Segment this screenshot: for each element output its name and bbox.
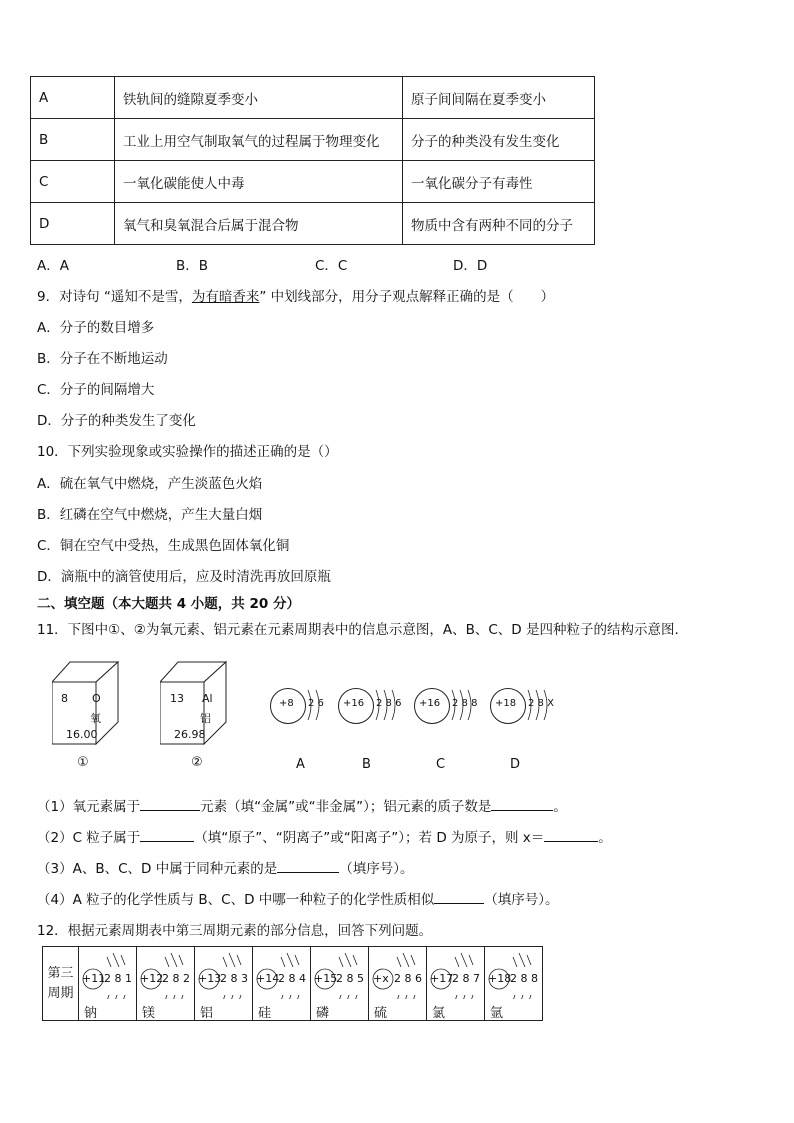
element-nucleus: +x — [373, 972, 389, 985]
answer-blank[interactable] — [544, 829, 598, 842]
element-cell-sodium — [79, 947, 137, 1021]
q8-row-fact: 工业上用空气制取氧气的过程属于物理变化 — [115, 119, 403, 161]
section-title: 二、填空题（本大题共 4 小题，共 20 分） — [37, 596, 300, 612]
q8-row-fact: 一氧化碳能使人中毒 — [115, 161, 403, 203]
q9-option-b[interactable]: B．分子在不断地运动 — [37, 351, 168, 367]
element-cell-chlorine — [427, 947, 485, 1021]
q8-row-explain: 一氧化碳分子有毒性 — [403, 161, 595, 203]
q11-sub2 — [37, 826, 612, 846]
particle-d-nucleus: +18 — [495, 698, 517, 709]
element-shells: 2 8 4 — [278, 972, 306, 985]
particle-d-label: D — [510, 757, 521, 772]
element-nucleus: +14 — [256, 972, 280, 985]
element-nucleus: +13 — [198, 972, 222, 985]
element-name: 镁 — [142, 1006, 156, 1021]
element-nucleus: +15 — [314, 972, 338, 985]
period3-table — [42, 946, 543, 1021]
q9-option-c[interactable]: C．分子的间隔增大 — [37, 382, 155, 398]
element-name: 铝 — [200, 1006, 214, 1021]
particle-c — [414, 686, 494, 726]
oxygen-mass: 16.00 — [66, 728, 98, 741]
q11-sub1 — [37, 795, 567, 815]
q11-sub1-text-c: 。 — [553, 799, 567, 815]
element-shells: 2 8 6 — [394, 972, 422, 985]
oxygen-name: 氧 — [90, 712, 101, 725]
q8-row-explain: 原子间间隔在夏季变小 — [403, 77, 595, 119]
q9-stem-prefix: 9．对诗句 “遥知不是雪， — [37, 289, 192, 305]
particle-a-label: A — [296, 757, 305, 772]
element-nucleus: +18 — [488, 972, 512, 985]
element-cell-argon — [485, 947, 543, 1021]
q8-row-letter: D — [31, 203, 115, 245]
cube1-label: ① — [77, 755, 89, 770]
q10-option-d[interactable]: D．滴瓶中的滴管使用后，应及时清洗再放回原瓶 — [37, 569, 331, 585]
q12-stem: 12．根据元素周期表中第三周期元素的部分信息，回答下列问题。 — [37, 923, 433, 939]
q8-row-explain: 分子的种类没有发生变化 — [403, 119, 595, 161]
q8-row-fact: 铁轨间的缝隙夏季变小 — [115, 77, 403, 119]
q11-sub3-text-b: （填序号）。 — [339, 861, 414, 877]
particle-c-electrons: 2 8 8 — [452, 698, 478, 709]
q11-stem: 11．下图中①、②为氧元素、铝元素在元素周期表中的信息示意图，A、B、C、D 是四种粒子的结构示意图. — [37, 622, 679, 638]
particle-b — [338, 686, 418, 726]
element-nucleus: +11 — [82, 972, 106, 985]
aluminum-mass: 26.98 — [174, 728, 206, 741]
element-shells: 2 8 5 — [336, 972, 364, 985]
element-name: 磷 — [316, 1006, 330, 1021]
q8-row-explain: 物质中含有两种不同的分子 — [403, 203, 595, 245]
q10-option-b[interactable]: B．红磷在空气中燃烧，产生大量白烟 — [37, 507, 263, 523]
particle-c-nucleus: +16 — [419, 698, 441, 709]
q8-options — [37, 254, 637, 272]
q11-sub2-text-b: （填“原子”、“阴离子”或“阳离子”）；若 D 为原子，则 x＝ — [194, 830, 545, 846]
particle-b-label: B — [362, 757, 371, 772]
particle-a-nucleus: +8 — [279, 698, 294, 709]
q10-stem: 10．下列实验现象或实验操作的描述正确的是（） — [37, 444, 338, 460]
particle-a — [270, 686, 340, 726]
element-name: 氩 — [490, 1006, 504, 1021]
period-header-line1: 第三 — [47, 965, 74, 981]
q11-sub4-text-a: （4）A 粒子的化学性质与 B、C、D 中哪一种粒子的化学性质相似 — [37, 892, 435, 908]
table-row — [43, 947, 543, 1021]
answer-blank[interactable] — [277, 860, 339, 873]
q9-option-a[interactable]: A．分子的数目增多 — [37, 320, 155, 336]
aluminum-atomic-number: 13 — [170, 692, 184, 705]
particle-a-electrons: 2 6 — [308, 698, 324, 709]
element-shells: 2 8 8 — [510, 972, 538, 985]
particle-b-electrons: 2 8 6 — [376, 698, 402, 709]
element-name: 硫 — [374, 1006, 388, 1021]
particle-d-electrons: 2 8 X — [528, 698, 554, 709]
q8-row-letter: A — [31, 77, 115, 119]
element-nucleus: +17 — [430, 972, 454, 985]
q9-option-d[interactable]: D．分子的种类发生了变化 — [37, 413, 196, 429]
oxygen-atomic-number: 8 — [61, 692, 68, 705]
aluminum-name: 铝 — [200, 712, 211, 725]
oxygen-symbol: O — [92, 692, 101, 705]
table-row — [31, 119, 595, 161]
q11-sub1-text-b: 元素（填“金属”或“非金属”）；铝元素的质子数是 — [200, 799, 492, 815]
q8-row-fact: 氧气和臭氧混合后属于混合物 — [115, 203, 403, 245]
q11-sub2-text-c: 。 — [598, 830, 612, 846]
q10-option-c[interactable]: C．铜在空气中受热，生成黑色固体氧化铜 — [37, 538, 290, 554]
particle-d — [490, 686, 570, 726]
element-shells: 2 8 3 — [220, 972, 248, 985]
element-nucleus: +12 — [140, 972, 164, 985]
answer-blank[interactable] — [491, 798, 553, 811]
element-cell-silicon — [253, 947, 311, 1021]
element-cell-phosphorus — [311, 947, 369, 1021]
q8-row-letter: C — [31, 161, 115, 203]
answer-blank[interactable] — [434, 891, 484, 904]
answer-blank[interactable] — [140, 829, 194, 842]
table-row — [31, 161, 595, 203]
element-cell-aluminum — [195, 947, 253, 1021]
q11-sub2-text-a: （2）C 粒子属于 — [37, 830, 141, 846]
q9-underlined-text: 为有暗香来 — [191, 289, 260, 305]
q11-sub4 — [37, 888, 559, 908]
element-shells: 2 8 1 — [104, 972, 132, 985]
q8-table — [30, 76, 595, 245]
element-cell-magnesium — [137, 947, 195, 1021]
q8-option-a[interactable]: A．A — [37, 258, 69, 274]
particle-c-label: C — [436, 757, 446, 772]
element-name: 钠 — [84, 1006, 98, 1021]
q11-sub4-text-b: （填序号）。 — [484, 892, 559, 908]
element-name: 硅 — [258, 1006, 272, 1021]
particle-b-nucleus: +16 — [343, 698, 365, 709]
q10-option-a[interactable]: A．硫在氧气中燃烧，产生淡蓝色火焰 — [37, 476, 263, 492]
element-name: 氯 — [432, 1006, 446, 1021]
q9-stem-suffix: ” 中划线部分，用分子观点解释正确的是（ ） — [259, 289, 555, 305]
element-shells: 2 8 2 — [162, 972, 190, 985]
element-shells: 2 8 7 — [452, 972, 480, 985]
q8-row-letter: B — [31, 119, 115, 161]
table-row — [31, 203, 595, 245]
q9-stem — [37, 285, 554, 305]
element-cell-sulfur — [369, 947, 427, 1021]
q8-option-d[interactable]: D．D — [453, 258, 488, 274]
table-row — [31, 77, 595, 119]
q8-option-b[interactable]: B．B — [176, 258, 209, 274]
aluminum-symbol: Al — [202, 692, 213, 705]
q8-option-c[interactable]: C．C — [315, 258, 348, 274]
q11-sub1-text-a: （1）氧元素属于 — [37, 799, 141, 815]
answer-blank[interactable] — [140, 798, 200, 811]
period-header-line2: 周期 — [47, 985, 74, 1001]
period-header — [43, 947, 79, 1021]
cube2-label: ② — [191, 755, 203, 770]
q11-sub3-text-a: （3）A、B、C、D 中属于同种元素的是 — [37, 861, 278, 877]
q11-sub3 — [37, 857, 413, 877]
